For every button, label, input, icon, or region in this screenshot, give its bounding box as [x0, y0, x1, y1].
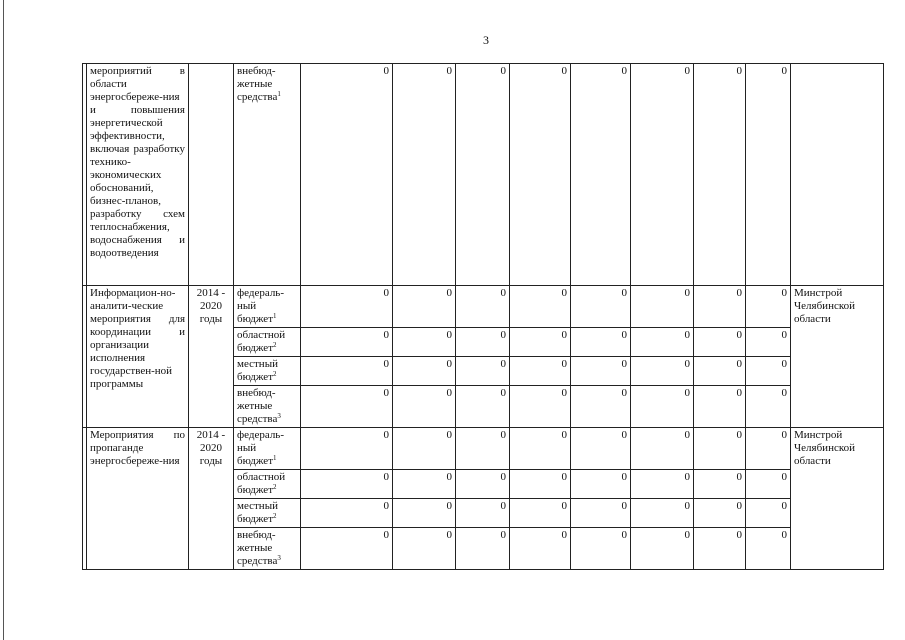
value-cell: 0 [456, 470, 510, 499]
value-cell: 0 [694, 428, 746, 470]
value-cell: 0 [571, 386, 631, 428]
value-cell: 0 [571, 470, 631, 499]
funding-source-line [237, 300, 297, 313]
measure-description: мероприятий в области энергосбереже-ния и повышения энергетической эффективности, включая разработку технико-экономических обоснований, бизнес-планов, разработку схем теплоснабжения, водоснабжения и водоотведения [87, 64, 189, 286]
period-cell [189, 64, 234, 286]
value-cell: 0 [746, 528, 791, 570]
value-cell: 0 [456, 328, 510, 357]
value-cell: 0 [301, 528, 393, 570]
value-cell: 0 [510, 528, 571, 570]
value-cell: 0 [694, 470, 746, 499]
value-cell: 0 [571, 428, 631, 470]
funding-source-text: жетные [237, 400, 273, 412]
value-cell: 0 [631, 470, 694, 499]
footnote-marker: 1 [273, 454, 277, 462]
funding-source-line [237, 78, 297, 91]
page-margin-line [3, 0, 4, 640]
value-cell: 0 [456, 499, 510, 528]
funding-source-text: ный [237, 300, 257, 312]
funding-source-text: местный [237, 500, 278, 512]
page-number: 3 [483, 33, 489, 47]
value-cell: 0 [393, 528, 456, 570]
funding-source-text: ный [237, 442, 257, 454]
value-cell: 0 [510, 386, 571, 428]
value-cell: 0 [393, 286, 456, 328]
value-cell: 0 [571, 286, 631, 328]
measure-description: Мероприятия по пропаганде энергосбереже-ния [87, 428, 189, 570]
value-cell: 0 [694, 286, 746, 328]
value-cell: 0 [571, 64, 631, 286]
funding-source-line [237, 313, 297, 326]
value-cell: 0 [694, 357, 746, 386]
funding-source-line [237, 342, 297, 355]
value-cell: 0 [393, 428, 456, 470]
value-cell: 0 [510, 286, 571, 328]
funding-source-text: внебюд- [237, 387, 276, 399]
footnote-marker: 2 [273, 370, 277, 378]
funding-source-text: местный [237, 358, 278, 370]
footnote-marker: 2 [273, 341, 277, 349]
value-cell: 0 [746, 286, 791, 328]
footnote-marker: 2 [273, 483, 277, 491]
value-cell: 0 [694, 64, 746, 286]
funding-source-line [237, 529, 297, 542]
funding-source-line [237, 484, 297, 497]
funding-source [234, 286, 301, 328]
value-cell: 0 [301, 328, 393, 357]
funding-source [234, 428, 301, 470]
funding-source-text: жетные [237, 542, 273, 554]
value-cell: 0 [456, 528, 510, 570]
value-cell: 0 [510, 357, 571, 386]
value-cell: 0 [456, 357, 510, 386]
period-cell: 2014 - 2020 годы [189, 286, 234, 428]
funding-source [234, 470, 301, 499]
value-cell: 0 [510, 428, 571, 470]
funding-source-line [237, 400, 297, 413]
value-cell: 0 [571, 528, 631, 570]
value-cell: 0 [301, 499, 393, 528]
value-cell: 0 [746, 470, 791, 499]
funding-source-line [237, 287, 297, 300]
value-cell: 0 [631, 328, 694, 357]
value-cell: 0 [510, 470, 571, 499]
table-body [83, 64, 884, 570]
value-cell: 0 [746, 357, 791, 386]
value-cell: 0 [746, 428, 791, 470]
value-cell: 0 [694, 328, 746, 357]
value-cell: 0 [393, 499, 456, 528]
value-cell: 0 [571, 499, 631, 528]
funding-source-text: внебюд- [237, 65, 276, 77]
table-row [83, 286, 884, 328]
funding-source-text: федераль- [237, 287, 284, 299]
funding-source-text: бюджет [237, 313, 273, 325]
value-cell: 0 [393, 386, 456, 428]
value-cell: 0 [694, 386, 746, 428]
value-cell: 0 [393, 357, 456, 386]
value-cell: 0 [301, 470, 393, 499]
funding-source-text: внебюд- [237, 529, 276, 541]
executor-cell [791, 64, 884, 286]
funding-source-line [237, 413, 297, 426]
funding-source-text: областной [237, 471, 286, 483]
value-cell: 0 [631, 64, 694, 286]
value-cell: 0 [631, 528, 694, 570]
funding-source-line [237, 65, 297, 78]
funding-source-line [237, 387, 297, 400]
funding-source-line [237, 91, 297, 104]
footnote-marker: 3 [277, 554, 281, 562]
value-cell: 0 [456, 286, 510, 328]
value-cell: 0 [301, 357, 393, 386]
value-cell: 0 [631, 286, 694, 328]
value-cell: 0 [746, 64, 791, 286]
funding-source-text: средства [237, 91, 278, 103]
value-cell: 0 [456, 428, 510, 470]
funding-source-line [237, 500, 297, 513]
value-cell: 0 [510, 499, 571, 528]
funding-source [234, 357, 301, 386]
funding-source-text: бюджет [237, 342, 273, 354]
value-cell: 0 [301, 386, 393, 428]
value-cell: 0 [631, 357, 694, 386]
value-cell: 0 [510, 64, 571, 286]
funding-source-text: бюджет [237, 513, 273, 525]
funding-source [234, 528, 301, 570]
funding-source-text: областной [237, 329, 286, 341]
funding-source-line [237, 358, 297, 371]
funding-source-line [237, 513, 297, 526]
value-cell: 0 [393, 64, 456, 286]
funding-source [234, 499, 301, 528]
funding-source-text: жетные [237, 78, 273, 90]
value-cell: 0 [393, 470, 456, 499]
program-table [82, 63, 884, 570]
footnote-marker: 2 [273, 512, 277, 520]
table-row [83, 428, 884, 470]
funding-source [234, 328, 301, 357]
executor-cell: Минстрой Челябинской области [791, 286, 884, 428]
funding-source [234, 64, 301, 286]
footnote-marker: 1 [277, 90, 281, 98]
value-cell: 0 [746, 499, 791, 528]
funding-source-line [237, 542, 297, 555]
value-cell: 0 [456, 64, 510, 286]
value-cell: 0 [571, 328, 631, 357]
measure-description: Информацион-но-аналити-ческие мероприятия для координации и организации исполнения государствен-ной программы [87, 286, 189, 428]
value-cell: 0 [301, 428, 393, 470]
value-cell: 0 [631, 499, 694, 528]
funding-source-text: бюджет [237, 484, 273, 496]
funding-source-line [237, 371, 297, 384]
value-cell: 0 [510, 328, 571, 357]
value-cell: 0 [746, 328, 791, 357]
executor-cell: Минстрой Челябинской области [791, 428, 884, 570]
funding-source-line [237, 429, 297, 442]
funding-source-text: бюджет [237, 455, 273, 467]
funding-source-text: средства [237, 413, 278, 425]
footnote-marker: 1 [273, 312, 277, 320]
funding-source-line [237, 442, 297, 455]
value-cell: 0 [393, 328, 456, 357]
funding-source-line [237, 555, 297, 568]
funding-source-text: бюджет [237, 371, 273, 383]
funding-source-line [237, 455, 297, 468]
value-cell: 0 [571, 357, 631, 386]
funding-source-line [237, 471, 297, 484]
table-row [83, 64, 884, 286]
value-cell: 0 [631, 386, 694, 428]
value-cell: 0 [301, 64, 393, 286]
value-cell: 0 [694, 528, 746, 570]
period-cell: 2014 - 2020 годы [189, 428, 234, 570]
funding-source [234, 386, 301, 428]
value-cell: 0 [746, 386, 791, 428]
funding-source-text: федераль- [237, 429, 284, 441]
funding-source-line [237, 329, 297, 342]
value-cell: 0 [301, 286, 393, 328]
footnote-marker: 3 [277, 412, 281, 420]
value-cell: 0 [631, 428, 694, 470]
funding-source-text: средства [237, 555, 278, 567]
value-cell: 0 [456, 386, 510, 428]
value-cell: 0 [694, 499, 746, 528]
